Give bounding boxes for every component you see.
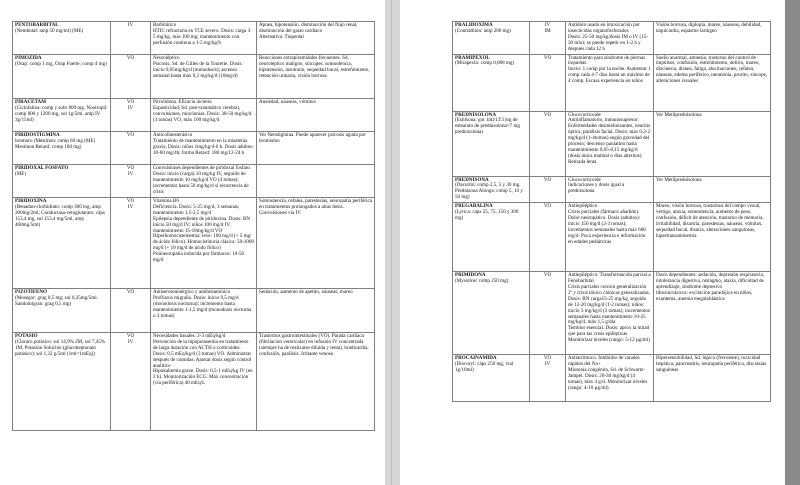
drug-table-right xyxy=(452,21,771,402)
indication-cell xyxy=(566,355,654,402)
drug-presentation: (Contrathion: amp 200 mg) xyxy=(455,27,511,34)
indication-cell xyxy=(151,165,257,198)
table-row xyxy=(453,176,771,203)
drug-name-cell xyxy=(13,198,111,289)
indication-cell xyxy=(151,99,257,132)
drug-table-left xyxy=(12,21,375,431)
adverse-cell xyxy=(654,272,771,355)
adverse-cell xyxy=(654,54,771,111)
indication-cell xyxy=(566,203,654,272)
indication-cell xyxy=(151,132,257,165)
indication-text-line: Neuroléptico xyxy=(153,55,180,61)
drug-name: PIRIDOXAL FOSFATO xyxy=(15,165,69,171)
route-label: IM xyxy=(544,27,551,34)
drug-presentation: (Nembutal: amp 50 mg/ml) (ME) xyxy=(15,27,84,34)
route-label: IV xyxy=(127,338,134,345)
table-row xyxy=(13,289,375,333)
page-gutter xyxy=(385,0,400,485)
table-row xyxy=(453,111,771,176)
drug-presentation: (Benadon-clorhidrato: comp 300 mg, amp 300mg/2ml; Conductasa-cetoglutarato: cáps 153,4 mg, sol 153,4 mg/5ml, amp 460mg/5ml) xyxy=(15,203,105,228)
adverse-cell xyxy=(257,198,375,289)
indication-text-line: Prevención de la hipopotasemia en tratamiento de larga duración con ACTH o corticoides: Dosis: 0,5 mEq/kg/d (3 tomas) VO. Administrar después de comidas. Ajustar dosis según control analítico xyxy=(153,338,252,369)
drug-presentation: (Mosegor: grag 0,5 mg; sol 0,25mg/5ml. Sandomigran: grag 0,5 mg) xyxy=(15,294,98,307)
indication-cell xyxy=(151,289,257,333)
drug-name: PIZOTIFENO xyxy=(15,289,47,295)
route-label: VO xyxy=(126,165,135,171)
drug-presentation: (Dacortin: comp 2,5, 5 y 30 mg. Prednisona Alonga: comp 5, 10 y 50 mg) xyxy=(455,182,523,201)
drug-name-cell xyxy=(453,272,530,355)
indication-text-line: Hipokaliemia grave. Dosis: 0,5-1 mEq/kg IV (en 2 h). Monitorización ECG. Máx concentración (vía periférica) 40 mEq/L xyxy=(153,368,253,387)
drug-name: PREDNISOLONA xyxy=(455,111,497,118)
drug-name: PROCAINAMIDA xyxy=(455,355,497,362)
adverse-text: Ansiedad, náuseas, vómitos xyxy=(259,99,316,105)
drug-presentation: (Ciclofalina: comp y sobr 800 mg. Nootropil: comp 800 y 1200 mg, sol 1g/5ml, amp IV 3g/15ml) xyxy=(15,104,108,123)
adverse-cell xyxy=(257,99,375,132)
route-cell xyxy=(111,333,151,431)
route-label: IV xyxy=(127,203,134,210)
route-cell xyxy=(530,54,566,111)
adverse-cell xyxy=(257,132,375,165)
adverse-text-line: Idiosincrásicos: excitación paradójica en niños, exantema, anemia megaloblástica xyxy=(656,289,753,302)
adverse-text: Hipersensibilidad, Sd. lúpico (frecuente), toxicidad hepática, pancreatitis, neuropatía periférica, discrasias sanguíneas xyxy=(656,355,767,373)
indication-text-line: Temblor esencial. Dosis: aprox la mitad que para las crisis epilépticas xyxy=(568,325,650,338)
route-label: VO xyxy=(126,55,135,61)
adverse-text: Mareo, visión borrosa, trastornos del campo visual, vértigo, ataxia, somnolencia, aumento de peso, confusión, déficit de atención, trastorno de memoria, irritabilidad, disartria, parestesias, náuseas, vómitos, sequedad bucal, disuria, alteraciones sanguíneas, hipertransaminemia xyxy=(656,203,764,239)
adverse-text: Ver Neostigmina. Puede aparecer psicosis aguda por bromismo xyxy=(259,132,366,144)
indication-cell xyxy=(151,55,257,99)
table-row xyxy=(13,132,375,165)
adverse-cell xyxy=(257,55,375,99)
indication-cell xyxy=(151,333,257,431)
adverse-cell xyxy=(654,176,771,203)
indication-cell xyxy=(566,54,654,111)
adverse-text-line: Apnea, hipotensión, disminución del flujo renal, disminución del gasto cardíaco xyxy=(259,22,358,34)
route-cell xyxy=(530,111,566,176)
indication-text-line: Antiarrítmico. Inhibidor de canales rápidos del Na+ xyxy=(568,355,640,368)
route-cell xyxy=(530,22,566,55)
route-label: IV xyxy=(544,22,551,28)
route-label: IV xyxy=(127,170,134,177)
drug-name: PIRIDOXINA xyxy=(15,198,47,204)
route-cell xyxy=(111,198,151,289)
drug-presentation: (Mysoline: comp 250 mg) xyxy=(455,278,509,285)
drug-name: PRAMIPEXOL xyxy=(455,54,490,61)
drug-name-cell xyxy=(13,22,111,55)
adverse-text: Ver Metilprednisolona xyxy=(656,111,702,118)
table-row xyxy=(13,22,375,55)
indication-text-line: Pirrolidona. Eficacia incierta xyxy=(153,99,212,105)
indication-text-line: Psicosis, Sd. de Gilles de la Tourette. Dosis: inicio 0,05mg/kg/d (monodosis); ascenso semanal hasta máx 0,2 mg/kg/d (10mg/d) xyxy=(153,60,243,79)
drug-name-cell xyxy=(453,111,530,176)
table-row xyxy=(13,198,375,289)
drug-presentation: (Biocoryl: cáps 250 mg, vial 1g/10ml) xyxy=(455,361,514,373)
drug-name: PIMOZIDA xyxy=(15,55,42,61)
drug-presentation: (Orap: comp 1 mg, Orap Fuerte: comp 4 mg) xyxy=(15,60,107,67)
indication-text-line: Glucocorticoide xyxy=(568,111,601,118)
route-label: VO xyxy=(543,355,552,362)
indication-text-line: Tratamiento de mantenimiento en la miastenia gravis. Dosis: niños 1mg/kg/4-6 h. Dosis adultos: 30-60 mg/4h; forma Retard: 180 mg/12-24 h xyxy=(153,137,254,156)
adverse-cell xyxy=(654,355,771,402)
table-row xyxy=(453,272,771,355)
route-cell xyxy=(111,99,151,132)
document-page-right xyxy=(400,0,785,485)
table-row xyxy=(453,54,771,111)
drug-name: PIRIDOSTIGMINA xyxy=(15,132,60,138)
indication-text-line: HTIC refractaria en TCE severo. Dosis: carga 3-5 mg/kg, más 100 mg; mantenimiento con perfusión continua a 1-5 mg/kg/h xyxy=(153,27,252,46)
route-label: VO xyxy=(543,272,552,279)
drug-name: PREDNISONA xyxy=(455,176,489,183)
route-label: IV xyxy=(127,22,134,28)
indication-text-line: Deficiencia. Dosis: 5-25 mg/d, 3 semanas; mantenimiento 1,5-2,5 mg/d xyxy=(153,203,240,216)
route-cell xyxy=(530,176,566,203)
route-label: VO xyxy=(543,203,552,210)
indication-text-line: Inicio: 1 comp por la noche. Aumentar 1 comp cada 4-7 días hasta un máximo de 4 comp. Escasa experiencia en niños xyxy=(568,66,651,85)
drug-name-cell xyxy=(453,54,530,111)
indication-cell xyxy=(151,198,257,289)
indication-text-line: Glucocorticoide xyxy=(568,176,601,183)
indication-text-line: Indicaciones y dosis igual a prednisolona xyxy=(568,182,625,195)
route-cell xyxy=(530,355,566,402)
indication-cell xyxy=(566,176,654,203)
indication-text-line: Crisis parciales con/sin generalización 2ª y crisis tónico clónicas generalizadas. Dosis: RN carga15-25 mg/kg, seguido de 12-20 mg/kg/d (1-2 tomas); niños: inicio 3 mg/kg/d (3 tomas); incrementos semanales hasta mantenimiento 10-25 mg/kg/d, máx 1,5 g/día xyxy=(568,283,651,326)
adverse-text-line: Alternativa: Tiopental xyxy=(259,33,304,40)
indication-text-line: Polineuropatía inducida por fármacos: 10-50 mg/d xyxy=(153,251,245,264)
indication-text: Convulsiones dependientes de piridoxal fosfato. Dosis: inicio (carga) 10 mg/kg IV, seguido de mantenimiento 10 mg/kg/d VO (4 tomas); incrementar hasta 50 mg/kg/d si recurrencia de crisis xyxy=(153,165,252,195)
indication-text-line: Anticolinesterásico xyxy=(153,132,193,138)
route-cell xyxy=(530,272,566,355)
drug-name-cell xyxy=(453,22,530,55)
drug-presentation: (Mirapexin: comp 0,088 mg) xyxy=(455,60,515,67)
route-cell xyxy=(530,203,566,272)
table-row xyxy=(13,99,375,132)
indication-text-line: Antiepiléptico. Transformación parcial a Fenobarbital xyxy=(568,272,651,285)
indication-text-line: Tratamiento para síndrome de piernas inquietas xyxy=(568,54,646,67)
drug-name: PIRACETAM xyxy=(15,99,47,105)
adverse-text: Visión borrosa, diplopía, mareo, náuseas, debilidad, taquicardia, espasmo laríngeo xyxy=(656,22,762,34)
drug-name-cell xyxy=(13,55,111,99)
indication-text-line: Profilaxis migraña. Dosis: inicio 0,5 mg/d (monodosis nocturna); incremento hasta mantenimiento 1-1,5 mg/d (monodosis nocturna o 3 tomas) xyxy=(153,294,252,319)
adverse-cell xyxy=(654,22,771,55)
route-cell xyxy=(111,132,151,165)
indication-text-line: Crisis parciales (fármaco añadido). Dolor neuropático. Dosis (adultos): inicio 150 mg/d (2-3 tomas); incrementos semanales hasta máx 600 mg/d. Poca experiencia e información en edades pediátricas xyxy=(568,209,646,245)
adverse-cell xyxy=(257,289,375,333)
indication-text-line: Antiserotoninérgico y antihistamínico xyxy=(153,289,231,295)
adverse-cell xyxy=(654,203,771,272)
drug-name: POTASIO xyxy=(15,333,38,339)
adverse-cell xyxy=(257,22,375,55)
drug-presentation: (ME) xyxy=(15,170,27,177)
adverse-text: Ver Metilprednisolona xyxy=(656,176,702,183)
drug-name-cell xyxy=(13,99,111,132)
indication-text-line: Miotonía congénita, Sd. de Schwartz-Jampel. Dosis: 20-30 mg/kg/d (4 tomas), máx 4 g/d. Monitorizar niveles (rango: 4-10 µg/ml) xyxy=(568,366,648,391)
route-label: IV xyxy=(544,361,551,368)
indication-text-line: Dosis: 25-50 mg/kg/dosis IM o IV (15-30 min); se puede repetir en 1-2 h y después cada 12 h xyxy=(568,33,648,52)
indication-cell xyxy=(566,111,654,176)
route-label: VO xyxy=(126,132,135,138)
table-row xyxy=(453,22,771,55)
indication-cell xyxy=(566,272,654,355)
document-page-left xyxy=(0,0,385,485)
route-cell xyxy=(111,55,151,99)
adverse-cell xyxy=(257,333,375,431)
adverse-cell xyxy=(257,165,375,198)
indication-cell xyxy=(151,22,257,55)
indication-text-line: Espasticidad, Sd. post-traumático cerebral, convulsiones, mioclonías. Dosis: 30-50 mg/kg/d (3 tomas) VO, máx 100 mg/kg/d xyxy=(153,104,252,123)
drug-name-cell xyxy=(453,203,530,272)
route-label: VO xyxy=(126,289,135,295)
drug-presentation: bromuro (Mestinon: comp 60 mg (ME) Mestinon Retard: comp 180 mg) xyxy=(15,137,96,150)
route-cell xyxy=(111,165,151,198)
drug-name: PREGABALINA xyxy=(455,203,493,210)
drug-name-cell xyxy=(453,176,530,203)
drug-presentation: (Lyrica: cáps 25, 75, 150 y 300 mg) xyxy=(455,209,519,221)
indication-text-line: Barbitúrico xyxy=(153,22,177,28)
adverse-text: Reacciones extrapiramidales frecuentes. Sd. neuroléptico maligno, síncopes, somnolencia, hipotensión, insomnio, sequedad bucal, estreñimiento, retención urinaria, visión borrosa xyxy=(259,55,370,79)
drug-presentation: (Estilsona: got 1ml/13'3 mg de estearato de prednisolona=7 mg prednisolona) xyxy=(455,117,520,136)
indication-cell xyxy=(566,22,654,55)
route-label: VO xyxy=(543,176,552,183)
drug-name-cell xyxy=(13,289,111,333)
route-label: VO xyxy=(126,198,135,204)
indication-text-line: Monitorizar niveles (rango: 5-12 µg/ml) xyxy=(568,337,650,344)
drug-name: PRIMIDONA xyxy=(455,272,486,279)
table-row xyxy=(13,165,375,198)
route-cell xyxy=(111,289,151,333)
table-row xyxy=(453,203,771,272)
adverse-cell xyxy=(654,111,771,176)
drug-name: PENTOBARBITAL xyxy=(15,22,59,28)
route-label: IV xyxy=(127,104,134,111)
adverse-text: Trastornos gastrointestinales (VO). Parada cardíaca (fibrilación ventricular) en infusión IV concentrada (siempre ha de realizarse diluida y lenta), bradicardia, confusión, parálisis. Irritante venoso xyxy=(259,333,369,357)
drug-name-cell xyxy=(13,333,111,431)
adverse-text: Somnolencia, cefalea, parestesias, neuropatía periférica en tratamientos prolongados a altas dosis. Convulsiones vía IV xyxy=(259,198,372,216)
indication-text-line: Hiperhomocisteinemia: leve: 100 mg/d (+ 5 mg/ de ácido fólico). Homocistinuria clásica: 50-1000 mg/d (+ 10 mg/d de ácido fólico) xyxy=(153,233,254,252)
route-label: VO xyxy=(126,333,135,339)
route-label: VO xyxy=(543,54,552,61)
adverse-text: Sueño anormal, amnesia, trastorno del control de impulsos, confusión, estreñimiento, delirio, mareo, discinesia, disnea, fatiga, alucinaciones, cefalea, náuseas, edema periférico, neumonía, prurito, síncope, alteraciones visuales xyxy=(656,54,768,85)
table-row xyxy=(13,333,375,431)
indication-text-line: Antiinflamatorio, inmunosupresor. Enfermedades desmielinizantes, neuritis óptica, parálisis facial. Dosis: máx 0,2-2 mg/kg/d (1-4tomas) según gravedad del proceso; descenso paulatino hasta mantenimiento 0,05-0,15 mg/kg/d (dosis única matinal o días alternos). Retirada lenta xyxy=(568,117,651,165)
route-label: VO xyxy=(543,111,552,118)
indication-text-line: Necesidades basales: 2-3 mEq/kg/d xyxy=(153,333,226,339)
adverse-text-line: Dosis dependientes: sedación, depresión respiratoria, intolerancia digestiva, nistagmo, ataxia, dificultad de aprendizaje, síndrome depresivo xyxy=(656,272,765,290)
table-row xyxy=(453,355,771,402)
drug-name: PRALIDOXIMA xyxy=(455,22,493,28)
route-cell xyxy=(111,22,151,55)
route-label: VO xyxy=(126,99,135,105)
indication-text-line: Antiepiléptico xyxy=(568,203,598,210)
indication-text-line: Antídoto usado en intoxicación por insecticidas organofosforados xyxy=(568,22,640,34)
drug-presentation: (Cloruro potásico: sol 14,9% 2M, sol 7,45% 1M. Potasión Solución (glucoheptonato potásico): sol 1,32 g/5ml (1ml=1mEq)) xyxy=(15,338,106,357)
adverse-text: Sedación, aumento de apetito, náuseas, mareo xyxy=(259,289,353,295)
indication-text-line: Epilepsia dependiente de piridoxina. Dosis: RN inicio 50 mg/d IV; niños 100 mg/d IV, mantenimiento 15-18mg/kg/d VO xyxy=(153,215,251,234)
table-row xyxy=(13,55,375,99)
drug-name-cell xyxy=(13,132,111,165)
drug-name-cell xyxy=(13,165,111,198)
indication-text-line: Vitamina B6 xyxy=(153,198,179,204)
drug-name-cell xyxy=(453,355,530,402)
